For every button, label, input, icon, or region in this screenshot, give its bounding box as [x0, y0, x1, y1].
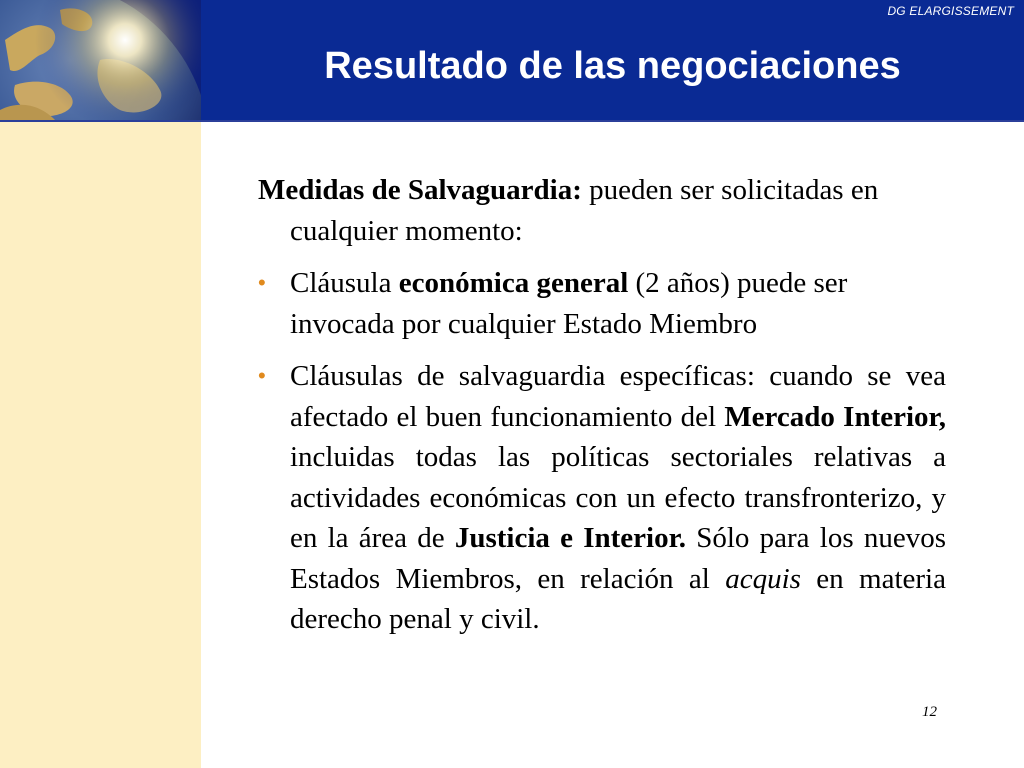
bullet2-bold-1: Mercado Interior, [724, 400, 947, 433]
bullet2-text-3: Sólo para los nuevos Estados Miembros, en relación al [290, 522, 946, 595]
bullet1-text-2: (2 años) puede ser invocada por cualquier Estado Miembro [290, 267, 848, 340]
bullet2-text-4: en materia derecho penal y civil. [290, 562, 946, 635]
intro-heading: Medidas de Salvaguardia: [258, 174, 582, 206]
org-label: DG ELARGISSEMENT [887, 4, 1014, 18]
bullet2-text-2: incluidas todas las políticas sectoriales relativas a actividades económicas con un efecto transfronterizo, y en la área de [290, 441, 946, 554]
bullet-icon: • [258, 363, 266, 388]
page-number: 12 [922, 704, 937, 720]
intro-paragraph [258, 170, 946, 251]
sidebar-panel [0, 122, 201, 768]
bullet2-bold-2: Justicia e Interior. [454, 522, 687, 554]
bullet1-bold: económica general [398, 267, 629, 299]
bullet-icon: • [258, 270, 266, 295]
slide-title: Resultado de las negociaciones [324, 45, 901, 87]
bullet1-text-1: Cláusula [290, 267, 399, 299]
globe-icon [0, 0, 201, 120]
intro-text: pueden ser solicitadas en cualquier momento: [290, 174, 879, 247]
bullet-item [258, 356, 946, 640]
bullet2-italic: acquis [725, 562, 801, 595]
slide-content [258, 170, 946, 652]
bullet2-text-1: Cláusulas de salvaguardia específicas: cuando se vea afectado el buen funcionamiento del [290, 360, 946, 433]
bullet-item [258, 263, 946, 344]
globe-image [0, 0, 201, 120]
